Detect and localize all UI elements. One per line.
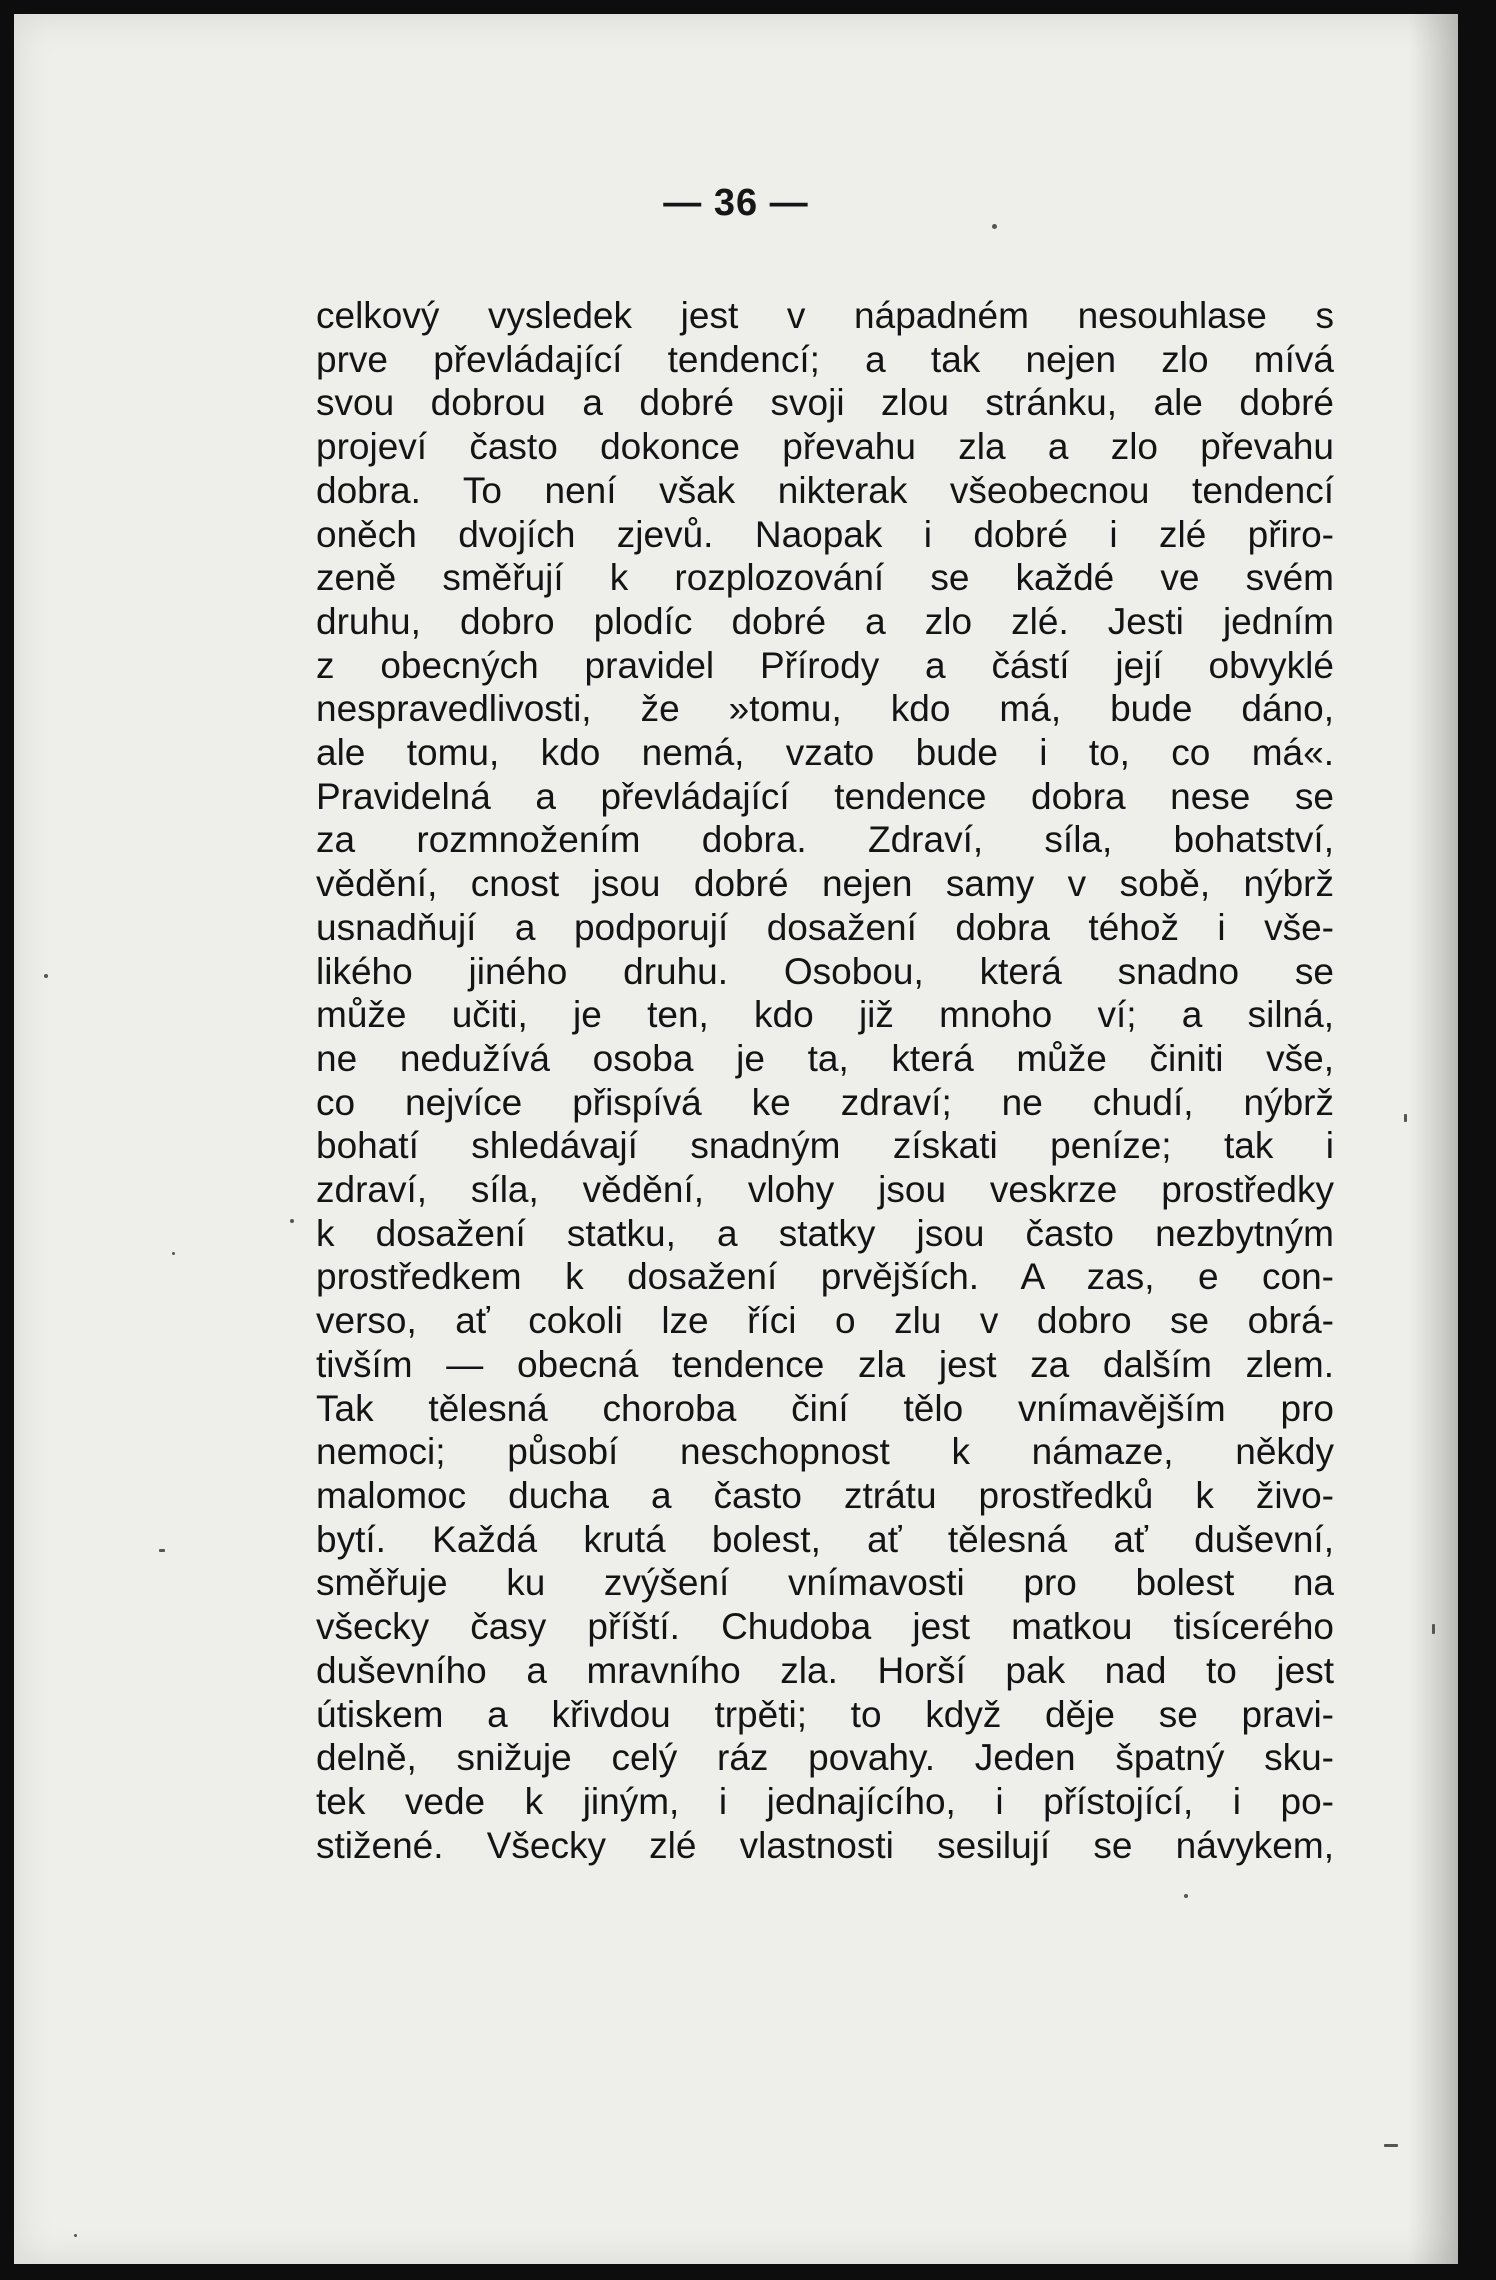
book-page (14, 14, 1458, 2264)
text-line: usnadňují a podporují dosažení dobra téhož i vše- (316, 906, 1334, 948)
scan-speck (74, 2234, 77, 2237)
text-line: z obecných pravidel Přírody a částí její obvyklé (316, 644, 1334, 686)
scan-speck (1404, 1114, 1407, 1122)
text-line: druhu, dobro plodíc dobré a zlo zlé. Jesti jedním (316, 600, 1334, 642)
scan-speck (172, 1252, 175, 1255)
text-line: Pravidelná a převládající tendence dobra nese se (316, 775, 1334, 817)
scan-speck (159, 1549, 165, 1552)
text-line: nespravedlivosti, že »tomu, kdo má, bude dáno, (316, 688, 1334, 730)
text-line: likého jiného druhu. Osobou, která snadno se (316, 950, 1334, 992)
scan-speck (1432, 1624, 1435, 1634)
scan-speck (1384, 2144, 1398, 2147)
text-line: malomoc ducha a často ztrátu prostředků k živo- (316, 1474, 1334, 1516)
text-line: útiskem a křivdou trpěti; to když děje se pravi- (316, 1693, 1334, 1735)
text-line: může učiti, je ten, kdo již mnoho ví; a silná, (316, 994, 1334, 1036)
text-line: zdraví, síla, vědění, vlohy jsou veskrze prostředky (316, 1169, 1334, 1211)
text-line: za rozmnožením dobra. Zdraví, síla, bohatství, (316, 819, 1334, 861)
text-line: všecky časy příští. Chudoba jest matkou tisícerého (316, 1606, 1334, 1648)
binding-shadow (1408, 14, 1458, 2264)
scan-speck (1184, 1894, 1188, 1898)
text-line: svou dobrou a dobré svoji zlou stránku, ale dobré (316, 382, 1334, 424)
scan-speck (992, 224, 997, 229)
body-paragraph (316, 294, 1334, 1867)
text-line: zeně směřují k rozplozování se každé ve svém (316, 557, 1334, 599)
text-line: tivším — obecná tendence zla jest za dalším zlem. (316, 1343, 1334, 1385)
text-line: k dosažení statku, a statky jsou často nezbytným (316, 1212, 1334, 1254)
scan-speck (44, 974, 48, 978)
text-line: oněch dvojích zjevů. Naopak i dobré i zlé přiro- (316, 513, 1334, 555)
text-line: dobra. To není však nikterak všeobecnou tendencí (316, 469, 1334, 511)
text-line: co nejvíce přispívá ke zdraví; ne chudí, nýbrž (316, 1081, 1334, 1123)
text-line: verso, ať cokoli lze říci o zlu v dobro se obrá- (316, 1300, 1334, 1342)
text-line: prostředkem k dosažení prvějších. A zas, e con- (316, 1256, 1334, 1298)
text-line: projeví často dokonce převahu zla a zlo převahu (316, 426, 1334, 468)
text-line: duševního a mravního zla. Horší pak nad to jest (316, 1649, 1334, 1691)
text-line: delně, snižuje celý ráz povahy. Jeden špatný sku- (316, 1737, 1334, 1779)
text-line: ale tomu, kdo nemá, vzato bude i to, co má«. (316, 732, 1334, 774)
text-line: vědění, cnost jsou dobré nejen samy v sobě, nýbrž (316, 863, 1334, 905)
scan-speck (290, 1219, 294, 1223)
text-line: ne nedužívá osoba je ta, která může činiti vše, (316, 1037, 1334, 1079)
text-line: směřuje ku zvýšení vnímavosti pro bolest na (316, 1562, 1334, 1604)
text-line: tek vede k jiným, i jednajícího, i přístojící, i po- (316, 1780, 1334, 1822)
text-line: celkový vysledek jest v nápadném nesouhlase s (316, 295, 1334, 336)
text-line: nemoci; působí neschopnost k námaze, někdy (316, 1431, 1334, 1473)
page-number: — 36 — (663, 182, 809, 224)
text-line: bohatí shledávají snadným získati peníze; tak i (316, 1125, 1334, 1167)
text-line: stižené. Všecky zlé vlastnosti sesilují se návykem, (316, 1824, 1334, 1866)
text-line: prve převládající tendencí; a tak nejen zlo mívá (316, 338, 1334, 380)
text-line: bytí. Každá krutá bolest, ať tělesná ať duševní, (316, 1518, 1334, 1560)
text-line: Tak tělesná choroba činí tělo vnímavějším pro (316, 1387, 1334, 1429)
